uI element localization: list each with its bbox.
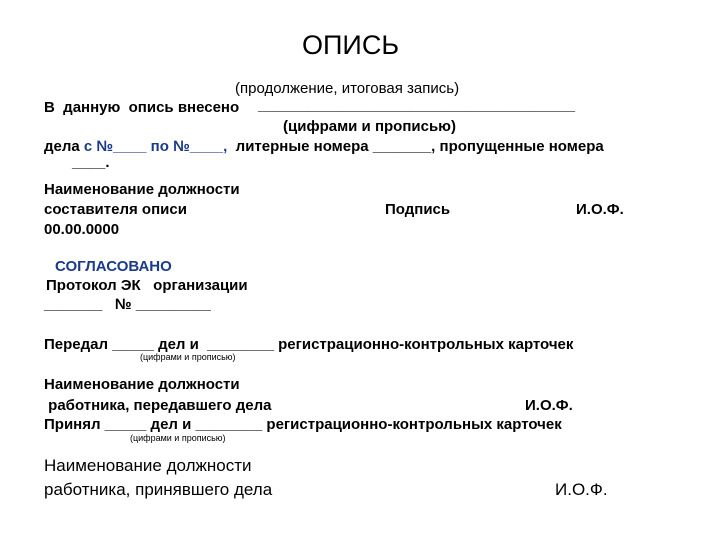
giver-name: И.О.Ф. — [525, 397, 573, 414]
approved-heading: СОГЛАСОВАНО — [55, 258, 172, 275]
entered-blank: ______________________________________ — [258, 97, 576, 114]
cases-range: с №____ по №____, — [83, 138, 228, 155]
approved-protocol: Протокол ЭК организации — [46, 277, 248, 294]
receiver-name: И.О.Ф. — [555, 480, 608, 499]
page-title: ОПИСЬ — [302, 30, 400, 60]
received-hint: (цифрами и прописью) — [130, 433, 226, 443]
approved-number: _______ № _________ — [44, 296, 211, 313]
transferred-text: Передал _____ дел и ________ регистрационно-контрольных карточек — [44, 336, 574, 353]
giver-position-line1: Наименование должности — [44, 376, 240, 393]
subtitle: (продолжение, итоговая запись) — [235, 80, 460, 97]
giver-position-line2: работника, передавшего дела — [44, 397, 272, 414]
compiler-position-line1: Наименование должности — [44, 181, 240, 198]
transferred-hint: (цифрами и прописью) — [140, 352, 236, 362]
compiler-name: И.О.Ф. — [576, 201, 624, 218]
compiler-signature-label: Подпись — [385, 201, 451, 218]
received-text: Принял _____ дел и ________ регистрационно-контрольных карточек — [44, 416, 562, 433]
cases-rest: литерные номера _______, пропущенные номера — [227, 138, 604, 155]
cases-prefix: дела — [44, 138, 84, 155]
cases-continuation: ____. — [72, 154, 110, 171]
entered-hint: (цифрами и прописью) — [283, 118, 456, 135]
compiler-date: 00.00.0000 — [44, 221, 120, 238]
cases-line — [44, 138, 604, 155]
entered-label: В данную опись внесено — [44, 99, 240, 116]
receiver-position-line1: Наименование должности — [44, 456, 252, 475]
receiver-position-line2: работника, принявшего дела — [44, 480, 273, 499]
compiler-position-line2: составителя описи — [44, 201, 187, 218]
